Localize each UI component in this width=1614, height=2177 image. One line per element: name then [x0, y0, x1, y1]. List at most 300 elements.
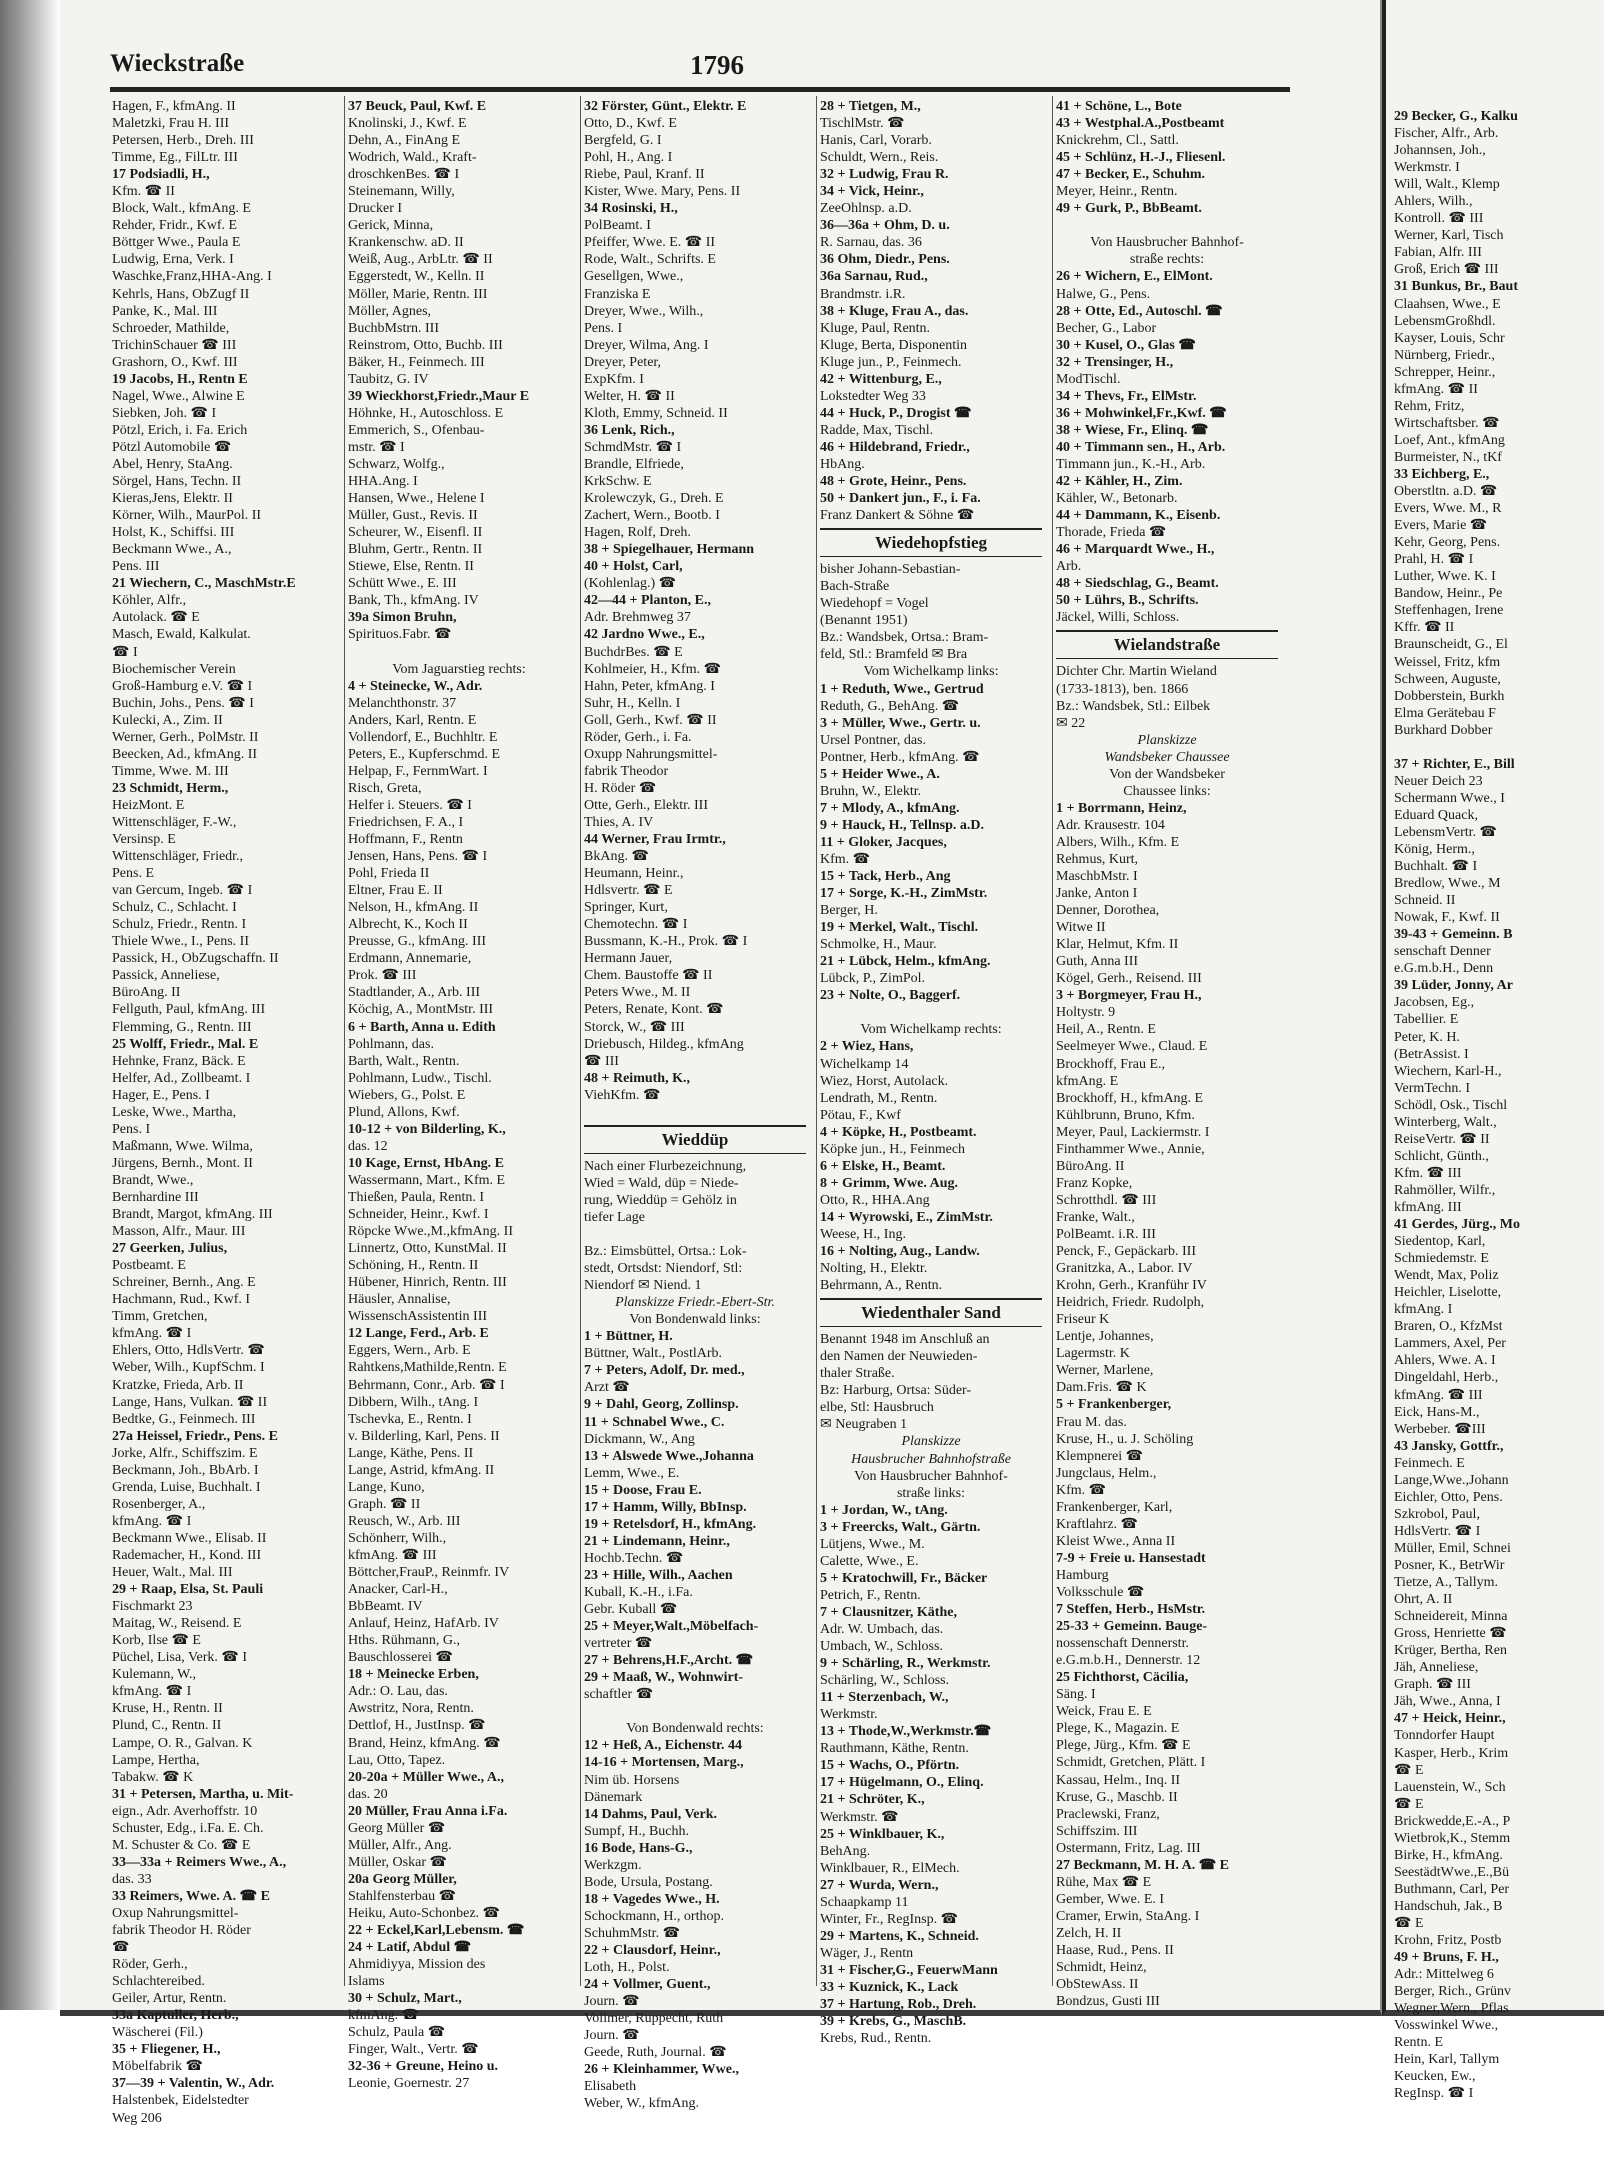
directory-entry: 46 + Marquardt Wwe., H., [1056, 542, 1215, 558]
directory-entry: Brockhoff, H., kfmAng. E [1056, 1090, 1204, 1106]
directory-entry: Schulz, Paula ☎ [348, 2025, 446, 2041]
directory-entry: ☎ E [1394, 1762, 1424, 1778]
directory-entry: Schrepper, Heinr., [1394, 364, 1496, 380]
directory-entry: SchmdMstr. ☎ I [584, 439, 682, 455]
directory-entry: Hdlsvertr. ☎ E [584, 883, 673, 899]
directory-entry: (Kohlenlag.) ☎ [584, 576, 677, 592]
directory-entry: Prahl, H. ☎ I [1394, 552, 1474, 568]
directory-entry: 14 + Wyrowski, E., ZimMstr. [820, 1209, 993, 1225]
directory-entry: 24 + Latif, Abdul ☎ [348, 1940, 472, 1956]
directory-entry: 35 + Fliegener, H., [112, 2042, 221, 2058]
directory-entry: ✉ Neugraben 1 [820, 1417, 908, 1433]
directory-entry: Schärling, W., Schloss. [820, 1673, 950, 1689]
directory-entry: Peters, E., Kupferschmd. E [348, 746, 501, 762]
directory-entry: Bz.: Wandsbek, Ortsa.: Bram- [820, 630, 989, 646]
directory-entry: kfmAng. ☎ I [112, 1326, 192, 1342]
directory-entry: Schöning, H., Rentn. II [348, 1258, 479, 1274]
directory-entry: Penck, F., Gepäckarb. III [1056, 1244, 1196, 1260]
directory-entry: Dreyer, Peter, [584, 354, 662, 370]
directory-entry: Seelmeyer Wwe., Claud. E [1056, 1039, 1208, 1055]
directory-entry: kfmAng. ☎ I [112, 1684, 192, 1700]
directory-entry: Kluge, Paul, Rentn. [820, 320, 931, 336]
section-title: Wielandstraße [1056, 630, 1278, 659]
directory-entry: Dingeldahl, Herb., [1394, 1370, 1499, 1386]
directory-entry: Reusch, W., Arb. III [348, 1513, 461, 1529]
directory-entry: Schneider, Heinr., Kwf. I [348, 1207, 489, 1223]
directory-entry: Waschke,Franz,HHA-Ang. I [112, 269, 272, 285]
directory-entry: Kruse, G., Maschb. II [1056, 1789, 1178, 1805]
directory-entry: Stahlfensterbau ☎ [348, 1888, 457, 1904]
directory-entry: Birke, H., kfmAng. [1394, 1847, 1503, 1863]
directory-entry: Timme, Eg., FilLtr. III [112, 150, 238, 166]
directory-entry: Schermann Wwe., I [1394, 790, 1505, 806]
directory-entry: Otte, Gerh., Elektr. III [584, 797, 709, 813]
directory-entry: ☎ E [1394, 1796, 1424, 1812]
directory-entry: Braunscheidt, G., El [1394, 637, 1508, 653]
directory-entry: Brand, Heinz, kfmAng. ☎ [348, 1735, 501, 1751]
directory-entry: Nelson, H., kfmAng. II [348, 900, 479, 916]
directory-entry: Adr. Krausestr. 104 [1056, 817, 1165, 833]
directory-entry: Winter, Fr., RegInsp. ☎ [820, 1911, 959, 1927]
directory-entry: Szkrobol, Paul, [1394, 1506, 1480, 1522]
directory-entry: bisher Johann-Sebastian- [820, 562, 961, 578]
directory-entry: v. Bilderling, Karl, Pens. II [348, 1428, 500, 1444]
directory-entry: ☎ I [112, 644, 138, 660]
directory-entry: 25-33 + Gemeinn. Bauge- [1056, 1619, 1208, 1635]
directory-entry: Bedtke, G., Feinmech. III [112, 1411, 256, 1427]
directory-entry: Schneid. II [1394, 893, 1456, 909]
directory-entry: Gerick, Minna, [348, 218, 434, 234]
directory-entry: Masson, Alfr., Maur. III [112, 1224, 246, 1240]
directory-entry: Werkmstr. I [1394, 160, 1460, 176]
directory-entry: 20a Georg Müller, [348, 1871, 457, 1887]
directory-entry: kfmAng. ☎ II [1394, 381, 1478, 397]
directory-entry: Georg Müller ☎ [348, 1820, 446, 1836]
directory-entry: Handschuh, Jak., B [1394, 1898, 1503, 1914]
directory-entry: Kehrls, Hans, ObZugf II [112, 286, 250, 302]
directory-entry: senschaft Denner [1394, 944, 1491, 960]
spacer [820, 1004, 1042, 1021]
directory-entry: Schödl, Osk., Tischl [1394, 1097, 1508, 1113]
directory-entry: Rehm, Fritz, [1394, 398, 1465, 414]
directory-entry: Springer, Kurt, [584, 900, 668, 916]
directory-entry: 8 + Grimm, Wwe. Aug. [820, 1175, 958, 1191]
directory-entry: 21 Wiechern, C., MaschMstr.E [112, 576, 296, 592]
directory-entry: 49 + Gurk, P., BbBeamt. [1056, 201, 1202, 217]
directory-entry: Storck, W., ☎ III [584, 1019, 685, 1035]
directory-entry: 16 Bode, Hans-G., [584, 1840, 693, 1856]
directory-entry: Werner, Karl, Tisch [1394, 228, 1504, 244]
directory-entry: Köchig, A., MontMstr. III [348, 1002, 494, 1018]
directory-entry: Barth, Walt., Rentn. [348, 1053, 460, 1069]
directory-entry: Chem. Baustoffe ☎ II [584, 968, 713, 984]
directory-entry: Pötzl Automobile ☎ [112, 439, 232, 455]
directory-entry: 48 + Siedschlag, G., Beamt. [1056, 576, 1219, 592]
directory-entry: Kehr, Georg, Pens. [1394, 535, 1501, 551]
directory-entry: 33 + Kuznick, K., Lack [820, 1979, 959, 1995]
directory-entry: Rademacher, H., Kond. III [112, 1547, 262, 1563]
directory-entry: 31 + Fischer,G., FeuerwMann [820, 1962, 998, 1978]
directory-entry: 50 + Dankert jun., F., i. Fa. [820, 491, 981, 507]
directory-entry: Schmidt, Gretchen, Plätt. I [1056, 1755, 1206, 1771]
directory-entry: Wiez, Horst, Autolack. [820, 1073, 949, 1089]
directory-entry: Luther, Wwe. K. I [1394, 569, 1496, 585]
directory-entry: Kulecki, A., Zim. II [112, 712, 223, 728]
directory-entry: Bach-Straße [820, 579, 890, 595]
directory-entry: Vollmer, Ruppecht, Ruth [584, 2011, 724, 2027]
directory-entry: 5 + Kratochwill, Fr., Bäcker [820, 1570, 988, 1586]
directory-entry: Hübener, Hinrich, Rentn. III [348, 1275, 507, 1291]
directory-entry: Lütjens, Wwe., M. [820, 1536, 925, 1552]
directory-entry: Tabakw. ☎ K [112, 1769, 194, 1785]
directory-entry: rung, Wieddüp = Gehölz in [584, 1192, 737, 1208]
directory-entry: Elisabeth [584, 2079, 637, 2095]
block-heading: straße rechts: [1129, 252, 1205, 268]
directory-entry: Hager, E., Pens. I [112, 1087, 210, 1103]
directory-entry: Nowak, F., Kwf. II [1394, 910, 1500, 926]
directory-entry: BüroAng. II [112, 985, 181, 1001]
directory-entry: Weick, Frau E. E [1056, 1704, 1152, 1720]
directory-entry: Will, Walt., Klemp [1394, 177, 1500, 193]
directory-entry: Bergfeld, G. I [584, 133, 662, 149]
directory-entry: fabrik Theodor [584, 763, 669, 779]
directory-entry: Werkmstr. [820, 1707, 878, 1723]
directory-entry: Goll, Gerh., Kwf. ☎ II [584, 712, 717, 728]
directory-entry: Lagermstr. K [1056, 1346, 1130, 1362]
directory-entry: Kruse, H., Rentn. II [112, 1701, 223, 1717]
directory-entry: Werkzgm. [584, 1857, 642, 1873]
directory-entry: Loef, Ant., kfmAng [1394, 432, 1505, 448]
directory-entry: 16 + Nolting, Aug., Landw. [820, 1244, 980, 1260]
directory-entry: fabrik Theodor H. Röder [112, 1923, 251, 1939]
directory-entry: Taubitz, G. IV [348, 371, 429, 387]
directory-entry: 23 + Hille, Wilh., Aachen [584, 1567, 733, 1583]
directory-entry: Pens. I [112, 1121, 151, 1137]
directory-entry: 12 Lange, Ferd., Arb. E [348, 1326, 489, 1342]
directory-entry: Winterberg, Walt., [1394, 1114, 1497, 1130]
directory-entry: Granitzka, A., Labor. IV [1056, 1261, 1193, 1277]
directory-entry: Cramer, Erwin, StaAng. I [1056, 1908, 1200, 1924]
directory-entry: Weber, W., kfmAng. [584, 2096, 699, 2112]
directory-entry: Pontner, Herb., kfmAng. ☎ [820, 749, 980, 765]
directory-entry: Buthmann, Carl, Per [1394, 1881, 1510, 1897]
directory-entry: Schütt Wwe., E. III [348, 576, 457, 592]
directory-entry: Dreyer, Wwe., Wilh., [584, 303, 704, 319]
directory-entry: 25 Wolff, Friedr., Mal. E [112, 1036, 259, 1052]
directory-entry: 38 + Kluge, Frau A., das. [820, 303, 969, 319]
directory-entry: 42 Jardno Wwe., E., [584, 627, 705, 643]
directory-entry: ZeeOhlnsp. a.D. [820, 201, 912, 217]
directory-entry: 19 + Retelsdorf, H., kfmAng. [584, 1516, 757, 1532]
directory-entry: Steffenhagen, Irene [1394, 603, 1504, 619]
plan-sketch-note: Hausbrucher Bahnhofstraße [851, 1451, 1011, 1467]
directory-entry: Tonndorfer Haupt [1394, 1728, 1495, 1744]
directory-entry: Berger, H. [820, 903, 878, 919]
directory-entry: Pohl, Frieda II [348, 866, 430, 882]
directory-entry: Bode, Ursula, Postang. [584, 1874, 713, 1890]
directory-entry: das. 12 [348, 1138, 388, 1154]
directory-entry: Jacobsen, Eg., [1394, 995, 1475, 1011]
directory-entry: Flemming, G., Rentn. III [112, 1019, 252, 1035]
directory-entry: Röpcke Wwe.,M.,kfmAng. II [348, 1224, 513, 1240]
directory-entry: Eduard Quack, [1394, 807, 1478, 823]
directory-entry: Journ. ☎ [584, 2028, 640, 2044]
directory-entry: Lange, Astrid, kfmAng. II [348, 1462, 495, 1478]
directory-entry: Kraftlahrz. ☎ [1056, 1516, 1138, 1532]
directory-entry: Köhler, Alfr., [112, 593, 187, 609]
directory-entry: Dreyer, Wilma, Ang. I [584, 337, 709, 353]
directory-entry: Bz: Harburg, Ortsa: Süder- [820, 1383, 972, 1399]
directory-entry: Weber, Wilh., KupfSchm. I [112, 1360, 265, 1376]
directory-entry: Linnertz, Otto, KunstMal. II [348, 1241, 507, 1257]
directory-entry: 9 + Hauck, H., Tellnsp. a.D. [820, 817, 984, 833]
directory-entry: 7 Steffen, Herb., HsMstr. [1056, 1602, 1206, 1618]
directory-entry: Werbeber. ☎III [1394, 1421, 1486, 1437]
directory-entry: Heumann, Heinr., [584, 866, 684, 882]
directory-entry: WissenschAssistentin III [348, 1309, 488, 1325]
directory-entry: Bz.: Eimsbüttel, Ortsa.: Lok- [584, 1244, 747, 1260]
directory-entry: Autolack. ☎ E [112, 610, 200, 626]
directory-entry: Thorade, Frieda ☎ [1056, 525, 1167, 541]
directory-entry: Wendt, Max, Poliz [1394, 1268, 1499, 1284]
directory-entry: Jürgens, Bernh., Mont. II [112, 1155, 253, 1171]
directory-entry: 44 Werner, Frau Irmtr., [584, 832, 726, 848]
directory-entry: Denner, Dorothea, [1056, 903, 1160, 919]
directory-entry: 15 + Wachs, O., Pförtn. [820, 1758, 960, 1774]
block-heading: Von Hausbrucher Bahnhof- [854, 1468, 1008, 1484]
directory-entry: Schulz, Friedr., Rentn. I [112, 917, 247, 933]
directory-entry: Adr.: Mittelweg 6 [1394, 1967, 1494, 1983]
directory-entry: Maßmann, Wwe. Wilma, [112, 1138, 253, 1154]
directory-entry: Röder, Gerh., [112, 1957, 188, 1973]
directory-entry: Schönherr, Wilh., [348, 1530, 447, 1546]
directory-entry: Maitag, W., Reisend. E [112, 1616, 242, 1632]
directory-entry: Feinmech. E [1394, 1455, 1465, 1471]
directory-entry: Vosswinkel Wwe., [1394, 2018, 1499, 2034]
directory-entry: Masch, Ewald, Kalkulat. [112, 627, 251, 643]
directory-entry: Halstenbek, Eidelstedter [112, 2093, 249, 2109]
directory-entry: BehAng. [820, 1843, 871, 1859]
directory-entry: 33 Eichberg, E., [1394, 466, 1490, 482]
directory-entry: Jäckel, Willi, Schloss. [1056, 610, 1180, 626]
directory-entry: Awstritz, Nora, Rentn. [348, 1701, 474, 1717]
directory-entry: Krebs, Rud., Rentn. [820, 2031, 932, 2047]
directory-entry: Meyer, Paul, Lackiermstr. I [1056, 1124, 1210, 1140]
directory-entry: Evers, Wwe. M., R [1394, 501, 1502, 517]
directory-entry: 44 + Dammann, K., Eisenb. [1056, 508, 1221, 524]
directory-columns [112, 98, 1292, 2126]
directory-entry: 30 + Kusel, O., Glas ☎ [1056, 337, 1196, 353]
directory-entry: Plund, C., Rentn. II [112, 1718, 222, 1734]
directory-entry: Kulemann, W., [112, 1667, 196, 1683]
directory-entry: droschkenBes. ☎ I [348, 167, 460, 183]
directory-entry: Reduth, G., BehAng. ☎ [820, 698, 960, 714]
directory-entry: e.G.m.b.H., Dennerstr. 12 [1056, 1653, 1201, 1669]
directory-entry: 38 + Wiese, Fr., Elinq. ☎ [1056, 422, 1209, 438]
directory-entry: Finger, Walt., Vertr. ☎ [348, 2042, 479, 2058]
directory-entry: Schuldt, Wern., Reis. [820, 150, 939, 166]
directory-entry: van Gercum, Ingeb. ☎ I [112, 883, 253, 899]
directory-entry: 27 + Wurda, Wern., [820, 1877, 939, 1893]
directory-entry: 47 + Becker, E., Schuhm. [1056, 167, 1206, 183]
directory-entry: Leonie, Goernestr. 27 [348, 2076, 470, 2092]
directory-entry: Lauenstein, W., Sch [1394, 1779, 1506, 1795]
directory-entry: ReiseVertr. ☎ II [1394, 1131, 1490, 1147]
directory-entry: Möbelfabrik ☎ [112, 2059, 203, 2075]
directory-entry: 40 + Timmann sen., H., Arb. [1056, 439, 1226, 455]
directory-entry: Ostermann, Fritz, Lag. III [1056, 1840, 1201, 1856]
directory-entry: Prok. ☎ III [348, 968, 417, 984]
directory-entry: Radde, Max, Tischl. [820, 422, 934, 438]
directory-entry: 18 + Vagedes Wwe., H. [584, 1891, 720, 1907]
header-rule [110, 87, 1290, 92]
directory-entry: Nach einer Flurbezeichnung, [584, 1158, 747, 1174]
column-divider [1052, 96, 1053, 1986]
directory-entry: BüroAng. II [1056, 1158, 1125, 1174]
directory-entry: Reinstrom, Otto, Buchb. III [348, 337, 503, 353]
directory-entry: Gross, Henriette ☎ [1394, 1626, 1507, 1642]
directory-entry: Loth, H., Polst. [584, 1960, 670, 1976]
directory-entry: Böttcher,FrauP., Reinmfr. IV [348, 1565, 510, 1581]
directory-entry: vertreter ☎ [584, 1636, 653, 1652]
directory-entry: 47 + Heick, Heinr., [1394, 1711, 1506, 1727]
directory-entry: 15 + Doose, Frau E. [584, 1482, 702, 1498]
directory-entry: feld, Stl.: Bramfeld ✉ Bra [820, 647, 968, 663]
directory-entry: Rehmus, Kurt, [1056, 851, 1139, 867]
directory-entry: Krankenschw. aD. II [348, 235, 464, 251]
directory-entry: Pötzl, Erich, i. Fa. Erich [112, 422, 248, 438]
directory-entry: Kohlmeier, H., Kfm. ☎ [584, 661, 722, 677]
directory-entry: Helfer, Ad., Zollbeamt. I [112, 1070, 251, 1086]
directory-entry: Kögel, Gerh., Reisend. III [1056, 971, 1202, 987]
directory-entry: VermTechn. I [1394, 1080, 1470, 1096]
directory-entry: 36—36a + Ohm, D. u. [820, 218, 950, 234]
directory-entry: HHA.Ang. I [348, 474, 418, 490]
directory-entry: Risch, Greta, [348, 780, 422, 796]
spacer [584, 1104, 806, 1121]
directory-entry: Plund, Allons, Kwf. [348, 1104, 460, 1120]
plan-sketch-note: Planskizze [1137, 732, 1197, 748]
directory-entry: Dickmann, W., Ang [584, 1431, 695, 1447]
directory-entry: Welter, H. ☎ II [584, 388, 675, 404]
directory-entry: 33—33a + Reimers Wwe., A., [112, 1854, 287, 1870]
directory-entry: Klar, Helmut, Kfm. II [1056, 937, 1179, 953]
column-3 [584, 98, 806, 2112]
directory-entry: Gember, Wwe. E. I [1056, 1891, 1165, 1907]
directory-entry: Adr. Brehmweg 37 [584, 610, 691, 626]
directory-entry: Bäker, H., Feinmech. III [348, 354, 485, 370]
directory-entry: Jensen, Hans, Pens. ☎ I [348, 849, 488, 865]
directory-entry: 27 + Behrens,H.F.,Archt. ☎ [584, 1653, 754, 1669]
directory-entry: ☎ [112, 1940, 130, 1956]
directory-entry: Dichter Chr. Martin Wieland [1056, 664, 1217, 680]
page-header [110, 50, 1290, 90]
directory-entry: Hths. Rühmann, G., [348, 1633, 460, 1649]
directory-entry: Buchhalt. ☎ I [1394, 859, 1478, 875]
directory-entry: 27a Heissel, Friedr., Pens. E [112, 1428, 278, 1444]
directory-entry: Plege, K., Magazin. E [1056, 1721, 1180, 1737]
directory-entry: Hoffmann, F., Rentn [348, 832, 463, 848]
spacer [584, 1226, 806, 1243]
directory-entry: Müller, Alfr., Ang. [348, 1837, 452, 1853]
block-heading: Vom Wichelkamp rechts: [860, 1022, 1002, 1038]
directory-entry: 15 + Tack, Herb., Ang [820, 869, 951, 885]
directory-entry: 29 + Martens, K., Schneid. [820, 1928, 979, 1944]
directory-entry: M. Schuster & Co. ☎ E [112, 1837, 251, 1853]
directory-entry: Groß, Erich ☎ III [1394, 262, 1499, 278]
directory-entry: 26 + Wichern, E., ElMont. [1056, 269, 1213, 285]
column-divider [580, 96, 581, 1986]
column-divider [816, 96, 817, 1986]
directory-entry: 3 + Müller, Wwe., Gertr. u. [820, 715, 981, 731]
directory-entry: Fellguth, Paul, kfmAng. III [112, 1002, 266, 1018]
directory-entry: Gebr. Kuball ☎ [584, 1602, 678, 1618]
directory-entry: Abel, Henry, StaAng. [112, 456, 233, 472]
directory-entry: Stadtlander, A., Arb. III [348, 985, 481, 1001]
directory-entry: Chemotechn. ☎ I [584, 917, 688, 933]
directory-entry: Wegner,Wern., Pflas [1394, 2001, 1509, 2017]
directory-entry: Franz Kopke, [1056, 1175, 1133, 1191]
directory-entry: Versinsp. E [112, 832, 176, 848]
directory-entry: Arzt ☎ [584, 1380, 630, 1396]
directory-entry: Eick, Hans-M., [1394, 1404, 1480, 1420]
directory-entry: Passick, H., ObZugschaffn. II [112, 951, 279, 967]
directory-entry: nossenschaft Dennerstr. [1056, 1636, 1189, 1652]
directory-entry: Anacker, Carl-H., [348, 1582, 448, 1598]
directory-entry: Friedrichsen, F. A., I [348, 814, 464, 830]
directory-entry: Klempnerei ☎ [1056, 1448, 1144, 1464]
directory-entry: Postbeamt. E [112, 1258, 186, 1274]
directory-entry: Kfm. ☎ [820, 851, 871, 867]
directory-entry: Braren, O., KfzMst [1394, 1319, 1503, 1335]
directory-entry: Beckmann Wwe., Elisab. II [112, 1530, 267, 1546]
directory-entry: TrichinSchauer ☎ III [112, 337, 237, 353]
directory-entry: 20-20a + Müller Wwe., A., [348, 1769, 505, 1785]
directory-entry: kfmAng. ☎ I [112, 1513, 192, 1529]
directory-entry: Jungclaus, Helm., [1056, 1465, 1157, 1481]
directory-entry: 43 + Westphal.A.,Postbeamt [1056, 116, 1225, 132]
directory-entry: Berger, Rich., Grünv [1394, 1984, 1511, 2000]
directory-entry: Ohrt, A. II [1394, 1592, 1453, 1608]
directory-entry: 11 + Gloker, Jacques, [820, 834, 947, 850]
directory-entry: Ahlers, Wilh., [1394, 194, 1473, 210]
directory-entry: Preusse, G., kfmAng. III [348, 934, 487, 950]
directory-entry: 37 Beuck, Paul, Kwf. E [348, 99, 487, 114]
directory-entry: Schmolke, H., Maur. [820, 937, 937, 953]
directory-entry: Otto, D., Kwf. E [584, 116, 677, 132]
directory-entry: Erdmann, Annemarie, [348, 951, 472, 967]
directory-entry: Rahmöller, Wilfr., [1394, 1182, 1496, 1198]
directory-entry: Haase, Rud., Pens. II [1056, 1942, 1174, 1958]
directory-entry: Schmiedemstr. E [1394, 1251, 1489, 1267]
directory-entry: Beecken, Ad., kfmAng. II [112, 746, 258, 762]
directory-entry: Franziska E [584, 286, 651, 302]
directory-entry: Körner, Wilh., MaurPol. II [112, 508, 262, 524]
directory-entry: Schockmann, H., orthop. [584, 1908, 724, 1924]
directory-entry: Behrmann, A., Rentn. [820, 1278, 943, 1294]
directory-entry: Gesellgen, Wwe., [584, 269, 684, 285]
directory-entry: Schlachtereibed. [112, 1974, 205, 1990]
directory-entry: Albers, Wilh., Kfm. E [1056, 834, 1180, 850]
directory-entry: Wassermann, Mart., Kfm. E [348, 1172, 506, 1188]
directory-entry: Hahn, Peter, kfmAng. I [584, 678, 715, 694]
directory-entry: KrkSchw. E [584, 474, 652, 490]
directory-entry: 29 Becker, G., Kalku [1394, 109, 1518, 124]
directory-entry: Kleist Wwe., Anna II [1056, 1533, 1176, 1549]
directory-entry: 42 + Kähler, H., Zim. [1056, 474, 1183, 490]
directory-entry: Johannsen, Joh., [1394, 143, 1486, 159]
directory-entry: Schwarz, Wolfg., [348, 456, 445, 472]
